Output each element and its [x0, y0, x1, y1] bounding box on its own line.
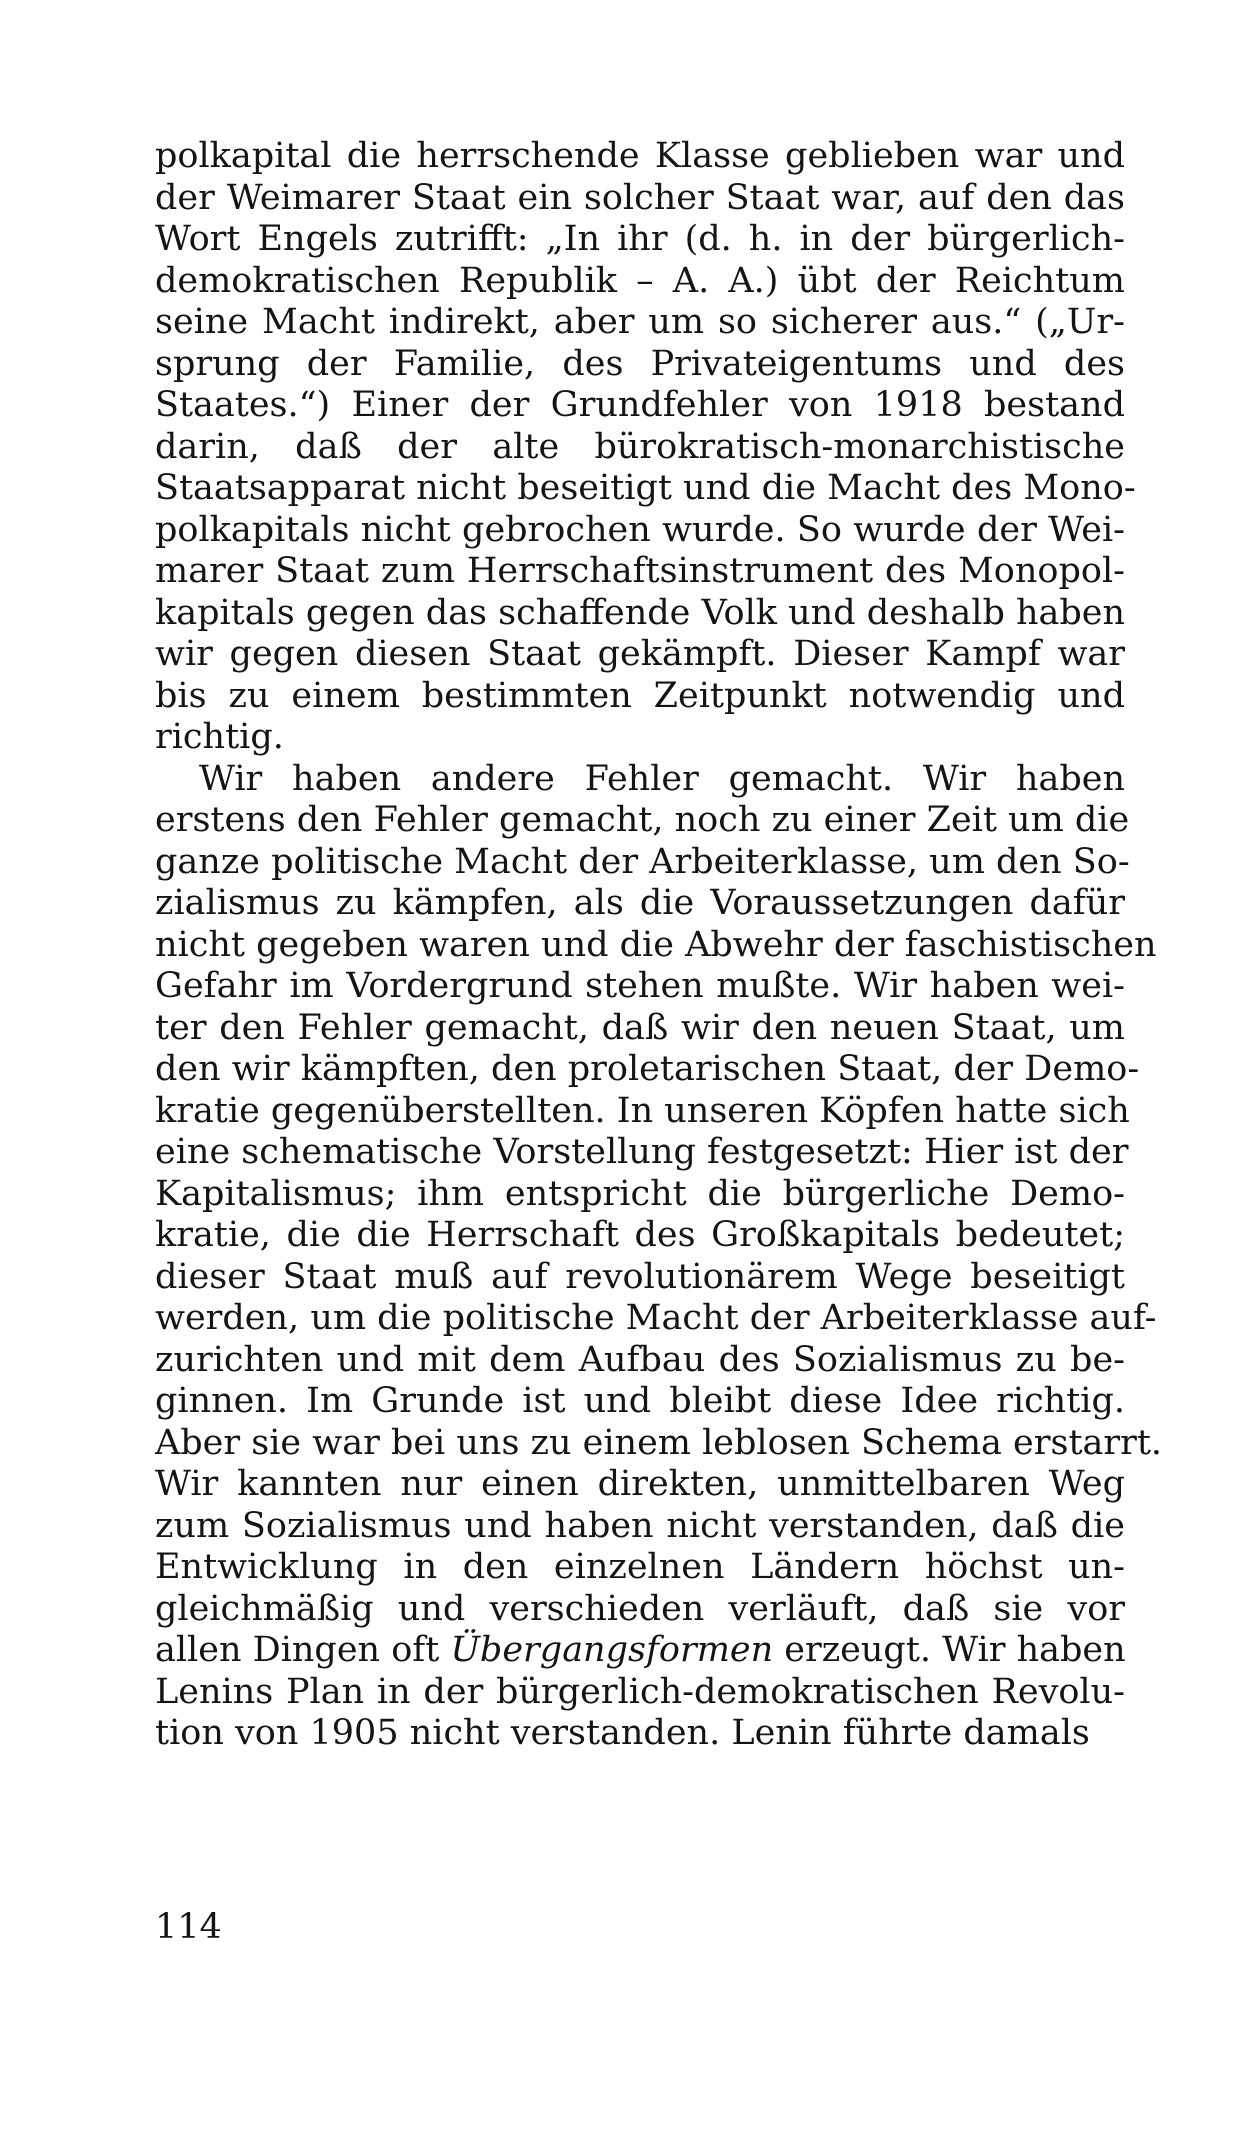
- text-line: Aber sie war bei uns zu einem leblosen Schema erstarrt.: [155, 1422, 1163, 1463]
- text-line: Staatsapparat nicht beseitigt und die Macht des Mono-: [155, 468, 1136, 508]
- text-line: Staates.“) Einer der Grundfehler von 1918 bestand: [155, 385, 1125, 425]
- text-block: [155, 136, 1163, 1755]
- text-line: Gefahr im Vordergrund stehen mußte. Wir haben wei-: [155, 966, 1125, 1006]
- page-body: [155, 136, 1163, 1755]
- text-line: darin, daß der alte bürokratisch-monarchistische: [155, 426, 1125, 467]
- text-line: der Weimarer Staat ein solcher Staat war, auf den das: [155, 177, 1125, 218]
- text-line: Lenins Plan in der bürgerlich-demokratischen Revolu-: [155, 1671, 1125, 1712]
- text-line: werden, um die politische Macht der Arbeiterklasse auf-: [155, 1298, 1157, 1338]
- text-line: nicht gegeben waren und die Abwehr der faschistischen: [155, 924, 1157, 965]
- text-line: ganze politische Macht der Arbeiterklasse, um den So-: [155, 841, 1130, 882]
- text-line: ginnen. Im Grunde ist und bleibt diese Idee richtig.: [155, 1381, 1125, 1421]
- text-line: Kapitalismus; ihm entspricht die bürgerliche Demo-: [155, 1173, 1125, 1214]
- text-line: Entwicklung in den einzelnen Ländern höchst un-: [155, 1547, 1125, 1587]
- text-line: seine Macht indirekt, aber um so sicherer aus.“ („Ur-: [155, 302, 1125, 342]
- text-line: zurichten und mit dem Aufbau des Sozialismus zu be-: [155, 1339, 1125, 1380]
- emphasized-term: Übergangsformen: [450, 1630, 774, 1670]
- text-line: Wir kannten nur einen direkten, unmittelbaren Weg: [155, 1464, 1125, 1504]
- text-line: polkapitals nicht gebrochen wurde. So wurde der Wei-: [155, 509, 1125, 550]
- text-line: allen Dingen oft Übergangsformen erzeugt. Wir haben: [155, 1630, 1126, 1670]
- text-line: kapitals gegen das schaffende Volk und deshalb haben: [155, 592, 1126, 633]
- text-line: kratie, die die Herrschaft des Großkapitals bedeutet;: [155, 1215, 1125, 1255]
- text-line: Wort Engels zutrifft: „In ihr (d. h. in der bürgerlich-: [155, 219, 1125, 259]
- text-line: erstens den Fehler gemacht, noch zu einer Zeit um die: [155, 800, 1130, 840]
- page-number: 114: [155, 1907, 222, 1947]
- text-line: dieser Staat muß auf revolutionärem Wege beseitigt: [155, 1256, 1125, 1297]
- text-line: marer Staat zum Herrschaftsinstrument des Monopol-: [155, 551, 1125, 591]
- text-line: wir gegen diesen Staat gekämpft. Dieser Kampf war: [155, 634, 1125, 674]
- text-line: tion von 1905 nicht verstanden. Lenin führte damals: [155, 1713, 1090, 1753]
- text-line: demokratischen Republik – A. A.) übt der Reichtum: [155, 260, 1125, 301]
- text-line: zum Sozialismus und haben nicht verstanden, daß die: [155, 1505, 1125, 1546]
- text-line: gleichmäßig und verschieden verläuft, daß sie vor: [155, 1588, 1125, 1629]
- text-line: eine schematische Vorstellung festgesetzt: Hier ist der: [155, 1132, 1129, 1172]
- text-line: richtig.: [155, 717, 284, 757]
- text-line: sprung der Familie, des Privateigentums und des: [155, 343, 1125, 384]
- text-line: ter den Fehler gemacht, daß wir den neuen Staat, um: [155, 1007, 1125, 1048]
- text-line: den wir kämpften, den proletarischen Staat, der Demo-: [155, 1049, 1140, 1089]
- text-line: polkapital die herrschende Klasse geblieben war und: [155, 136, 1125, 176]
- text-line: kratie gegenüberstellten. In unseren Köpfen hatte sich: [155, 1090, 1130, 1131]
- text-line: Wir haben andere Fehler gemacht. Wir haben: [199, 758, 1125, 799]
- text-line: zialismus zu kämpfen, als die Voraussetzungen dafür: [155, 883, 1125, 923]
- text-line: bis zu einem bestimmten Zeitpunkt notwendig und: [155, 675, 1125, 716]
